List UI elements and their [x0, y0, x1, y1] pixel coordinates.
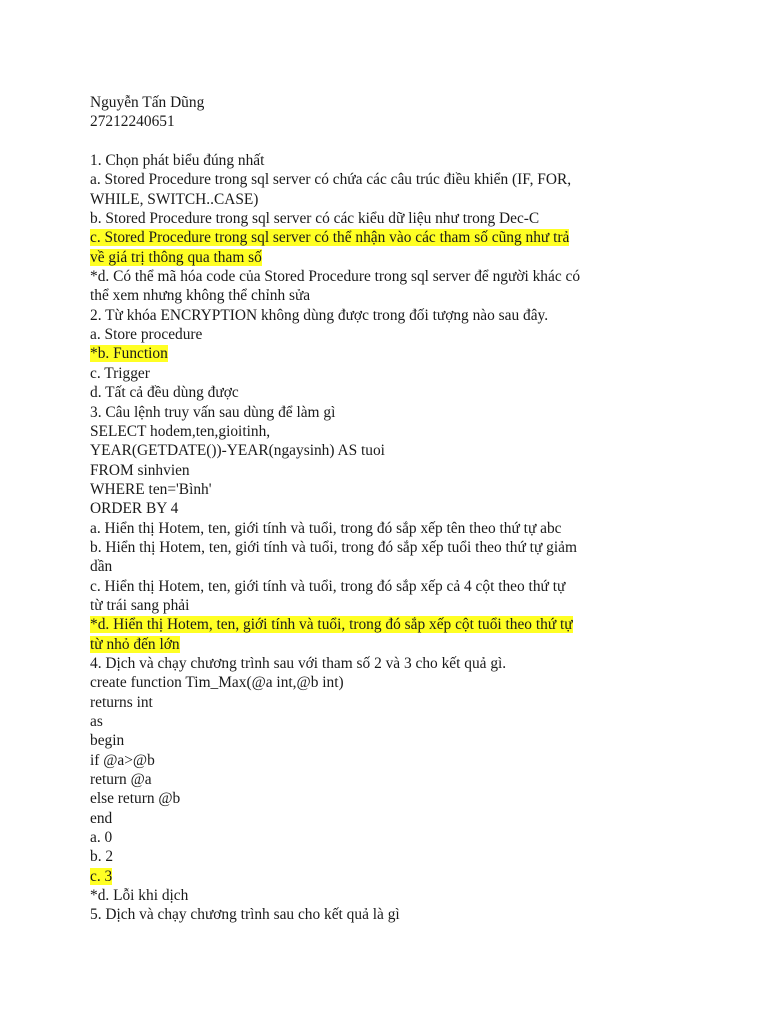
- question-block: [90, 905, 630, 924]
- line-text: thể xem nhưng không thể chỉnh sửa: [90, 287, 311, 305]
- student-id: 27212240651: [90, 113, 175, 131]
- answer-line: [90, 480, 630, 499]
- question-text: [90, 654, 630, 673]
- line-text: return @a: [90, 771, 152, 789]
- answer-line: [90, 422, 630, 441]
- line-text: c. Trigger: [90, 364, 150, 382]
- answer-line: [90, 886, 630, 905]
- highlighted-text: c. 3: [90, 867, 113, 885]
- line-text: end: [90, 809, 113, 827]
- answer-line: [90, 712, 630, 731]
- answer-line: [90, 441, 630, 460]
- line-text: FROM sinhvien: [90, 461, 190, 479]
- highlighted-text: c. Stored Procedure trong sql server có thể nhận vào các tham số cũng như trả: [90, 229, 570, 247]
- answer-line: [90, 461, 630, 480]
- line-text: 4. Dịch và chạy chương trình sau với tham số 2 và 3 cho kết quả gì.: [90, 654, 507, 672]
- line-text: WHERE ten='Bình': [90, 480, 212, 498]
- answer-line: [90, 828, 630, 847]
- line-text: returns int: [90, 693, 153, 711]
- line-text: *d. Có thể mã hóa code của Stored Procedure trong sql server để người khác có: [90, 268, 581, 286]
- line-text: if @a>@b: [90, 751, 155, 769]
- line-text: a. Stored Procedure trong sql server có chứa các câu trúc điều khiển (IF, FOR,: [90, 171, 572, 189]
- answer-line: [90, 267, 630, 286]
- line-text: từ trái sang phải: [90, 596, 190, 614]
- answer-line: [90, 364, 630, 383]
- line-text: dần: [90, 558, 113, 576]
- answer-line: [90, 789, 630, 808]
- answer-line: [90, 190, 630, 209]
- answer-line: [90, 577, 630, 596]
- answer-line: [90, 615, 630, 634]
- answer-line: [90, 248, 630, 267]
- question-list: [90, 151, 630, 925]
- answer-line: [90, 286, 630, 305]
- question-block: [90, 403, 630, 654]
- line-text: a. 0: [90, 829, 113, 847]
- line-text: as: [90, 713, 103, 730]
- line-text: 1. Chọn phát biểu đúng nhất: [90, 152, 265, 170]
- line-text: d. Tất cả đều dùng được: [90, 384, 239, 402]
- line-text: b. 2: [90, 848, 114, 866]
- line-text: 5. Dịch và chạy chương trình sau cho kết quả là gì: [90, 906, 400, 924]
- question-text: [90, 151, 630, 170]
- line-text: ORDER BY 4: [90, 500, 179, 518]
- line-text: *d. Lỗi khi dịch: [90, 887, 189, 905]
- line-text: c. Hiển thị Hotem, ten, giới tính và tuổi, trong đó sắp xếp cả 4 cột theo thứ tự: [90, 577, 566, 595]
- line-text: a. Hiển thị Hotem, ten, giới tính và tuổi, trong đó sắp xếp tên theo thứ tự abc: [90, 519, 562, 537]
- answer-line: [90, 557, 630, 576]
- author-name: Nguyễn Tấn Dũng: [90, 94, 205, 111]
- question-block: [90, 151, 630, 306]
- highlighted-text: *d. Hiển thị Hotem, ten, giới tính và tuổi, trong đó sắp xếp cột tuổi theo thứ tự: [90, 616, 573, 634]
- line-text: YEAR(GETDATE())-YEAR(ngaysinh) AS tuoi: [90, 442, 385, 460]
- highlighted-text: từ nhỏ đến lớn: [90, 635, 180, 653]
- line-text: else return @b: [90, 790, 181, 808]
- line-text: 3. Câu lệnh truy vấn sau dùng để làm gì: [90, 403, 336, 421]
- question-block: [90, 306, 630, 403]
- line-text: WHILE, SWITCH..CASE): [90, 190, 259, 208]
- line-text: b. Hiển thị Hotem, ten, giới tính và tuổi, trong đó sắp xếp tuổi theo thứ tự giảm: [90, 538, 577, 556]
- highlighted-text: về giá trị thông qua tham số: [90, 248, 262, 266]
- answer-line: [90, 770, 630, 789]
- blank-line: [90, 132, 630, 151]
- answer-line: [90, 383, 630, 402]
- highlighted-text: *b. Function: [90, 345, 168, 363]
- answer-line: [90, 673, 630, 692]
- line-text: b. Stored Procedure trong sql server có các kiểu dữ liệu như trong Dec-C: [90, 210, 540, 228]
- answer-line: [90, 325, 630, 344]
- answer-line: [90, 499, 630, 518]
- question-text: [90, 403, 630, 422]
- line-text: SELECT hodem,ten,gioitinh,: [90, 422, 271, 440]
- question-block: [90, 654, 630, 905]
- answer-line: [90, 847, 630, 866]
- answer-line: [90, 538, 630, 557]
- line-text: a. Store procedure: [90, 326, 203, 344]
- answer-line: [90, 731, 630, 750]
- answer-line: [90, 693, 630, 712]
- line-text: 2. Từ khóa ENCRYPTION không dùng được trong đối tượng nào sau đây.: [90, 306, 549, 324]
- answer-line: [90, 209, 630, 228]
- line-text: begin: [90, 732, 125, 750]
- answer-line: [90, 228, 630, 247]
- answer-line: [90, 596, 630, 615]
- answer-line: [90, 809, 630, 828]
- line-text: create function Tim_Max(@a int,@b int): [90, 674, 344, 692]
- answer-line: [90, 635, 630, 654]
- document-body: [90, 93, 630, 925]
- answer-line: [90, 344, 630, 363]
- question-text: [90, 306, 630, 325]
- answer-line: [90, 170, 630, 189]
- question-text: [90, 905, 630, 924]
- answer-line: [90, 867, 630, 886]
- answer-line: [90, 751, 630, 770]
- answer-line: [90, 519, 630, 538]
